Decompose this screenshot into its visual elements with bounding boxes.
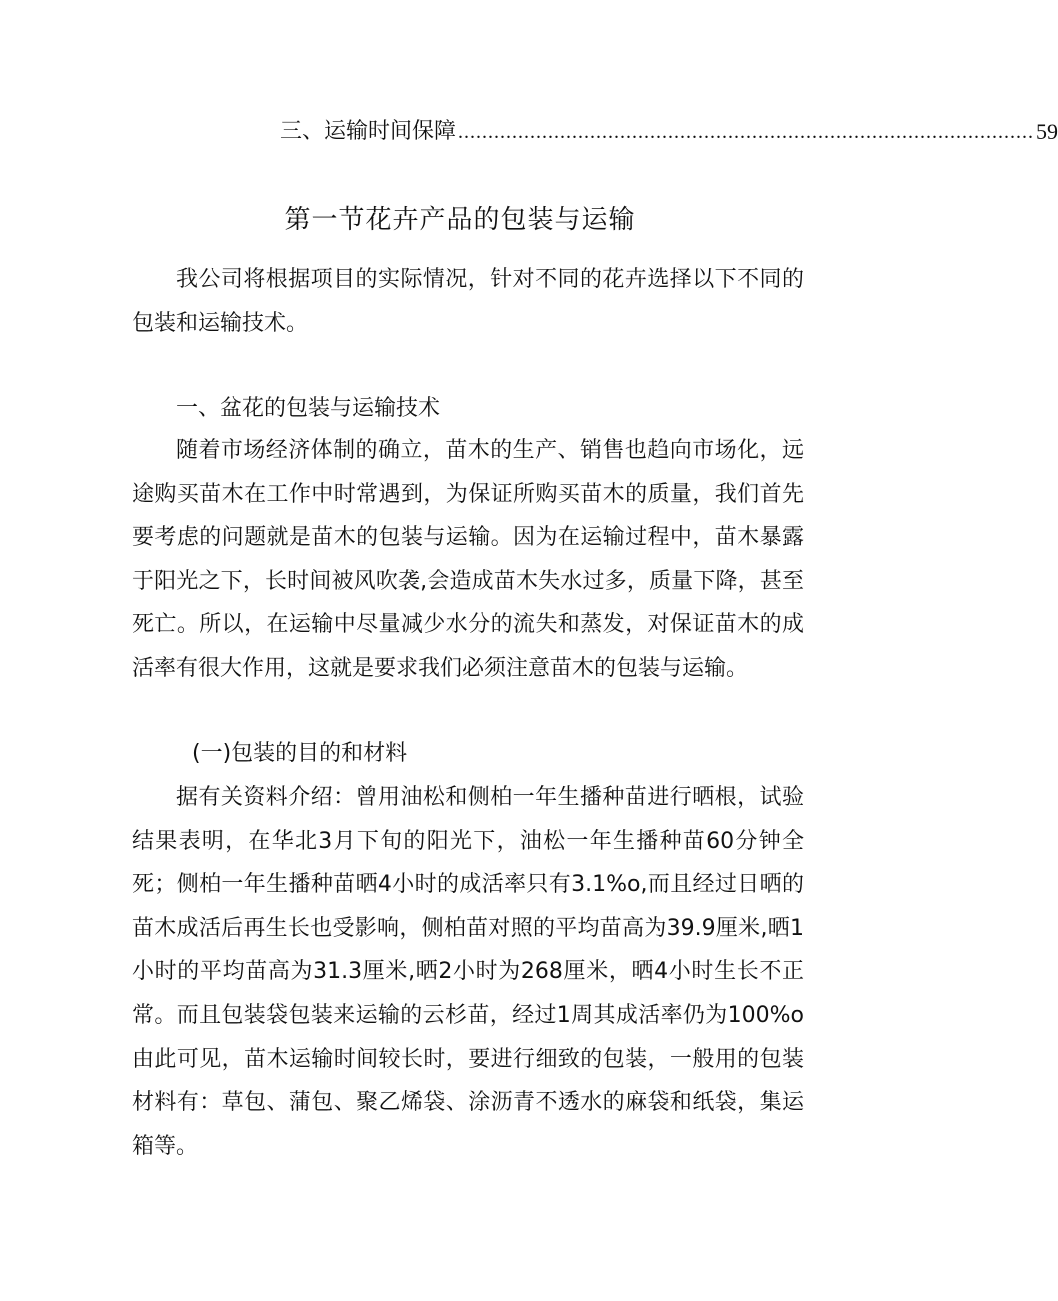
sub1-heading: (一)包装的目的和材料 xyxy=(192,741,408,766)
part1-paragraph: 随着市场经济体制的确立，苗木的生产、销售也趋向市场化，远途购买苗木在工作中时常遇到，为保证所购买苗木的质量，我们首先要考虑的问题就是苗木的包装与运输。因为在运输过程中，苗木暴露于阳光之下，长时间被风吹袭,会造成苗木失水过多，质量下降，甚至死亡。所以，在运输中尽量减少水分的流失和蒸发，对保证苗木的成活率有很大作用，这就是要求我们必须注意苗木的包装与运输。 xyxy=(132,438,804,681)
sub1-paragraph: 据有关资料介绍：曾用油松和侧柏一年生播种苗进行晒根，试验结果表明，在华北3月下旬的阳光下，油松一年生播种苗60分钟全死；侧柏一年生播种苗晒4小时的成活率只有3.1%o,而且经过日晒的苗木成活后再生长也受影响，侧柏苗对照的平均苗高为39.9厘米,晒1小时的平均苗高为31.3厘米,晒2小时为268厘米，晒4小时生长不正常。而且包装袋包装来运输的云杉苗，经过1周其成活率仍为100%o由此可见，苗木运输时间较长时，要进行细致的包装，一般用的包装材料有：草包、蒲包、聚乙烯袋、涂沥青不透水的麻袋和纸袋，集运箱等。 xyxy=(132,785,804,1159)
toc-page-number: 59 xyxy=(1036,119,1058,144)
part1-heading: 一、盆花的包装与运输技术 xyxy=(176,396,441,421)
section-title: 第一节花卉产品的包装与运输 xyxy=(284,205,636,235)
toc-entry-label: 三、运输时间保障 xyxy=(280,119,457,144)
toc-leader-dots: ................................................................................................ xyxy=(458,121,1035,143)
toc-entry[interactable] xyxy=(280,114,1058,150)
intro-paragraph: 我公司将根据项目的实际情况，针对不同的花卉选择以下不同的包装和运输技术。 xyxy=(132,267,804,336)
